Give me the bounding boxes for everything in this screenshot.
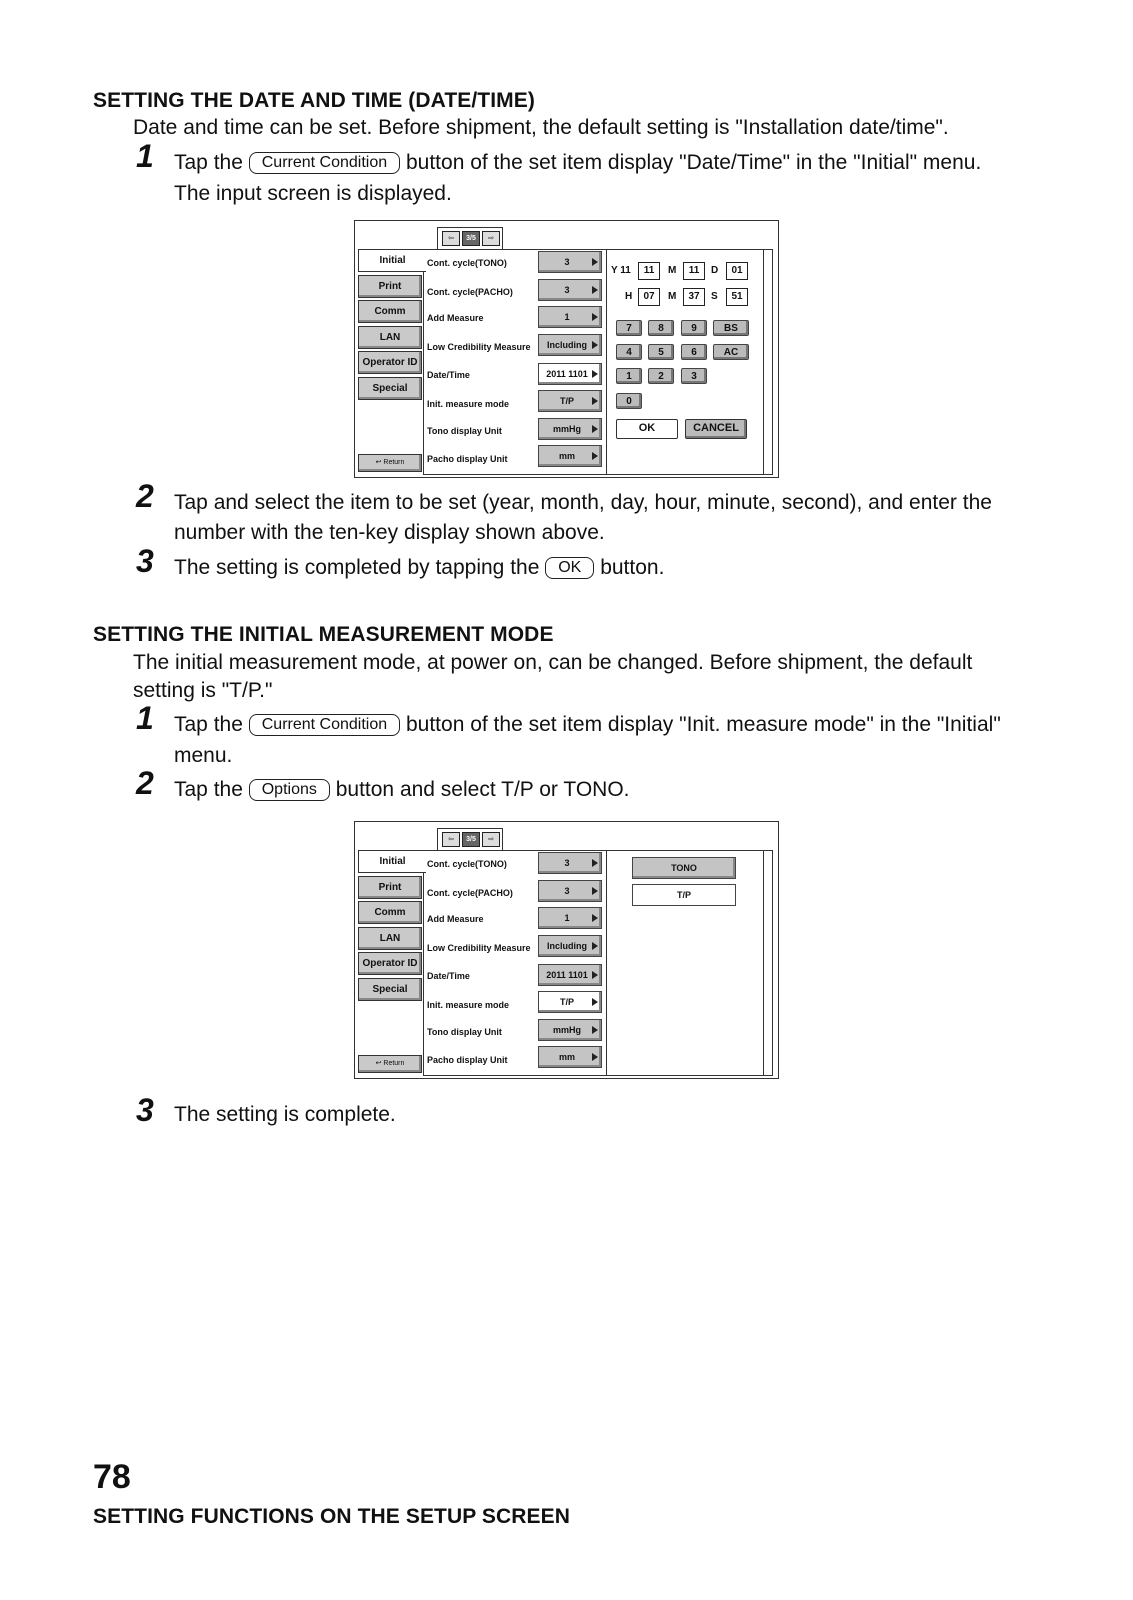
ok-inline-button: OK [545, 557, 594, 579]
key-8[interactable]: 8 [648, 320, 674, 336]
step-text-post: button. [600, 556, 665, 579]
row-label: Add Measure [427, 313, 484, 323]
step-text-line2: menu. [174, 744, 233, 767]
current-condition-button: Current Condition [249, 714, 400, 736]
prev-page-icon[interactable]: ⇦ [442, 832, 460, 847]
day-label: D [711, 265, 719, 276]
hour-label: H [625, 291, 633, 302]
row-value-button[interactable]: mm [538, 445, 602, 467]
page-number: 78 [93, 1458, 131, 1496]
key-0[interactable]: 0 [616, 393, 642, 409]
step-number: 1 [136, 138, 154, 174]
row-value-button[interactable]: Including [538, 935, 602, 957]
prev-page-icon[interactable]: ⇦ [442, 231, 460, 246]
tab-lan[interactable]: LAN [358, 326, 422, 349]
step-text-line2: number with the ten-key display shown above. [174, 521, 605, 544]
page-pager [437, 227, 503, 249]
row-label: Date/Time [427, 370, 470, 380]
key-6[interactable]: 6 [681, 344, 707, 360]
return-label: Return [383, 459, 405, 466]
row-value-button[interactable]: 1 [538, 907, 602, 929]
row-label: Tono display Unit [427, 426, 502, 436]
next-page-icon[interactable]: ⇨ [482, 832, 500, 847]
return-label: Return [383, 1060, 405, 1067]
step-text [174, 775, 630, 805]
step-text [174, 148, 981, 178]
second-field[interactable]: 51 [726, 288, 748, 306]
step-text-line2: The input screen is displayed. [174, 182, 452, 205]
tab-lan[interactable]: LAN [358, 927, 422, 950]
tab-operator-id[interactable]: Operator ID [358, 952, 422, 975]
row-value-button[interactable]: mmHg [538, 1019, 602, 1041]
menu-tabs [358, 249, 422, 475]
row-value-button[interactable]: 1 [538, 306, 602, 328]
row-value-button[interactable]: 3 [538, 279, 602, 301]
section-heading-date-time: SETTING THE DATE AND TIME (DATE/TIME) [93, 89, 535, 112]
page-indicator: 3/5 [462, 832, 480, 847]
return-button[interactable]: ↩ Return [358, 454, 422, 472]
key-7[interactable]: 7 [616, 320, 642, 336]
row-value-button[interactable]: 3 [538, 251, 602, 273]
key-9[interactable]: 9 [681, 320, 707, 336]
key-4[interactable]: 4 [616, 344, 642, 360]
step-text-pre: Tap the [174, 713, 243, 736]
tab-special[interactable]: Special [358, 377, 422, 400]
tab-special[interactable]: Special [358, 978, 422, 1001]
key-all-clear[interactable]: AC [713, 344, 749, 360]
row-value-button[interactable]: 2011 1101 [538, 363, 602, 385]
row-label: Cont. cycle(TONO) [427, 859, 507, 869]
options-panel [606, 850, 764, 1076]
step-text: Tap and select the item to be set (year, month, day, hour, minute, second), and enter the [174, 491, 992, 514]
row-value-button[interactable]: Including [538, 334, 602, 356]
step-text-pre: The setting is completed by tapping the [174, 556, 540, 579]
cancel-button[interactable]: CANCEL [685, 419, 747, 439]
row-label: Cont. cycle(TONO) [427, 258, 507, 268]
tab-operator-id[interactable]: Operator ID [358, 351, 422, 374]
datetime-input-panel [606, 249, 764, 475]
page-indicator: 3/5 [462, 231, 480, 246]
tab-comm[interactable]: Comm [358, 901, 422, 924]
step-number: 1 [136, 700, 154, 736]
step-text-post: button of the set item display "Init. measure mode" in the "Initial" [405, 713, 1001, 736]
row-label: Init. measure mode [427, 399, 510, 409]
row-label: Pacho display Unit [427, 1055, 508, 1065]
tab-initial[interactable]: Initial [358, 249, 426, 272]
current-condition-button: Current Condition [249, 152, 400, 174]
key-backspace[interactable]: BS [713, 320, 749, 336]
step-text-pre: Tap the [174, 151, 243, 174]
key-3[interactable]: 3 [681, 368, 707, 384]
step-text [174, 710, 1001, 740]
row-label: Low Credibility Measure [427, 342, 531, 352]
step-text: The setting is complete. [174, 1103, 396, 1126]
day-field[interactable]: 01 [726, 262, 748, 280]
row-value-button[interactable]: 2011 1101 [538, 964, 602, 986]
step-number: 2 [136, 478, 154, 514]
row-value-button[interactable]: mmHg [538, 418, 602, 440]
second-label: S [711, 291, 718, 302]
ok-button[interactable]: OK [616, 419, 678, 439]
setup-screen-options [354, 821, 779, 1079]
row-label: Date/Time [427, 971, 470, 981]
section-heading-init-measure: SETTING THE INITIAL MEASUREMENT MODE [93, 623, 554, 646]
step-number: 3 [136, 1092, 154, 1128]
step-text-post: button and select T/P or TONO. [335, 778, 630, 801]
minute-field[interactable]: 37 [683, 288, 705, 306]
row-value-button[interactable]: T/P [538, 390, 602, 412]
options-inline-button: Options [249, 779, 330, 801]
tab-print[interactable]: Print [358, 275, 422, 298]
setup-screen-datetime [354, 220, 779, 478]
option-tp-button[interactable]: T/P [632, 884, 736, 906]
row-label: Pacho display Unit [427, 454, 508, 464]
row-value-button[interactable]: 3 [538, 880, 602, 902]
option-tono-button[interactable]: TONO [632, 857, 736, 879]
tab-comm[interactable]: Comm [358, 300, 422, 323]
month-label: M [668, 265, 677, 276]
next-page-icon[interactable]: ⇨ [482, 231, 500, 246]
step-text [174, 553, 664, 583]
row-label: Add Measure [427, 914, 484, 924]
key-5[interactable]: 5 [648, 344, 674, 360]
month-field[interactable]: 11 [683, 262, 705, 280]
row-label: Init. measure mode [427, 1000, 510, 1010]
year-label: Y 11 [611, 265, 631, 276]
key-2[interactable]: 2 [648, 368, 674, 384]
row-label: Low Credibility Measure [427, 943, 531, 953]
row-label: Cont. cycle(PACHO) [427, 888, 513, 898]
row-label: Cont. cycle(PACHO) [427, 287, 513, 297]
hour-field[interactable]: 07 [638, 288, 660, 306]
step-text-post: button of the set item display "Date/Time" in the "Initial" menu. [405, 151, 982, 174]
section-intro: Date and time can be set. Before shipment, the default setting is "Installation date/time". [133, 116, 949, 139]
section-intro: The initial measurement mode, at power on, can be changed. Before shipment, the default [133, 651, 973, 674]
row-label: Tono display Unit [427, 1027, 502, 1037]
year-field[interactable]: 11 [638, 262, 660, 280]
page-pager [437, 828, 503, 850]
minute-label: M [668, 291, 677, 302]
step-number: 3 [136, 543, 154, 579]
tab-print[interactable]: Print [358, 876, 422, 899]
step-number: 2 [136, 765, 154, 801]
key-1[interactable]: 1 [616, 368, 642, 384]
tab-initial[interactable]: Initial [358, 850, 426, 873]
row-value-button[interactable]: 3 [538, 852, 602, 874]
return-button[interactable]: ↩ Return [358, 1055, 422, 1073]
step-text-pre: Tap the [174, 778, 243, 801]
section-intro-line2: setting is "T/P." [133, 679, 273, 702]
footer-title: SETTING FUNCTIONS ON THE SETUP SCREEN [93, 1505, 571, 1528]
menu-tabs [358, 850, 422, 1076]
row-value-button[interactable]: T/P [538, 991, 602, 1013]
row-value-button[interactable]: mm [538, 1046, 602, 1068]
